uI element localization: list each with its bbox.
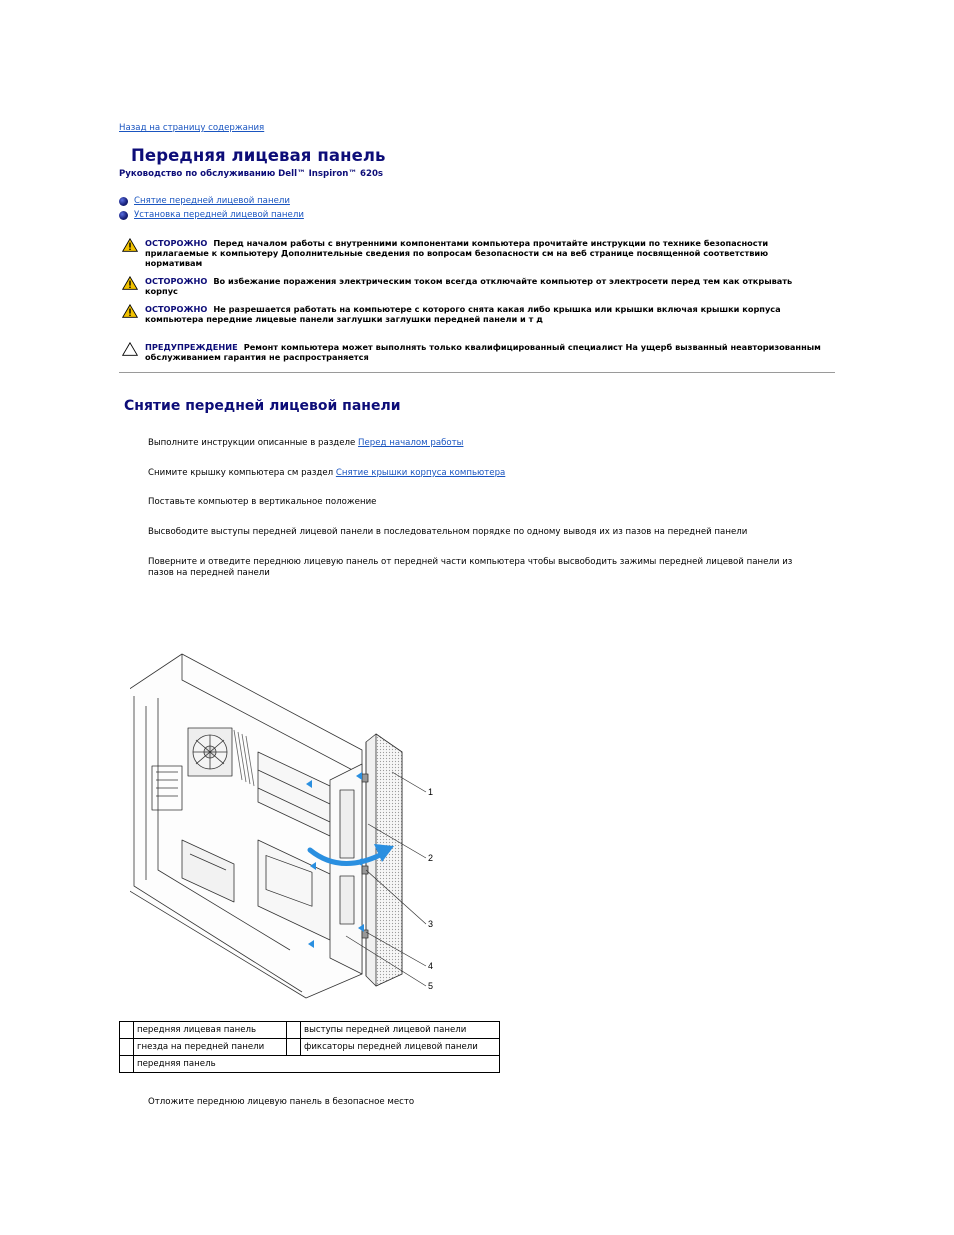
notice-text-block — [145, 238, 822, 268]
notice-text: Не разрешается работать на компьютере с которого снята какая либо крышка или крышки включая крышки корпуса компьютера передние лицевые панели заглушки заглушки передней панели и т д — [145, 304, 781, 324]
notice-keyword: ОСТОРОЖНО — [145, 238, 208, 248]
notice-keyword: ОСТОРОЖНО — [145, 276, 208, 286]
bullet-icon — [119, 197, 128, 206]
back-to-contents-link[interactable]: Назад на страницу содержания — [119, 123, 265, 133]
legend-number — [120, 1022, 134, 1039]
bezel-removal-illustration — [130, 640, 450, 1000]
callout-2: 2 — [428, 853, 434, 863]
legend-number — [287, 1022, 301, 1039]
toc-item — [119, 194, 304, 208]
caution-warning-icon — [122, 238, 138, 252]
step-text: Поверните и отведите переднюю лицевую панель от передней части компьютера чтобы высвободить зажимы передней лицевой панели из пазов на передней панели — [148, 557, 793, 578]
step-text: Снимите крышку компьютера см раздел — [148, 468, 336, 478]
table-row — [120, 1039, 500, 1056]
caution-notice — [122, 304, 822, 324]
notice-text-block — [145, 304, 822, 324]
table-row — [120, 1022, 500, 1039]
legend-number — [120, 1056, 134, 1073]
step-1 — [148, 438, 828, 449]
step-6 — [148, 1097, 828, 1108]
before-you-begin-link[interactable]: Перед началом работы — [358, 438, 464, 448]
notice-text-block — [145, 342, 822, 362]
notice-text: Перед началом работы с внутренними компонентами компьютера прочитайте инструкции по технике безопасности прилагаемые к компьютеру Дополнительные сведения по вопросам безопасности см на веб странице посвященной соответствию нормативам — [145, 238, 769, 268]
step-4 — [148, 527, 828, 538]
toc-link-replacing-bezel[interactable]: Установка передней лицевой панели — [134, 210, 304, 220]
notice-triangle-icon — [122, 342, 138, 356]
legend-label: гнезда на передней панели — [134, 1039, 287, 1056]
section-title: Снятие передней лицевой панели — [124, 398, 401, 414]
legend-label: передняя панель — [134, 1056, 500, 1073]
notice-text-block — [145, 276, 822, 296]
toc-item — [119, 208, 304, 222]
legend-label: выступы передней лицевой панели — [301, 1022, 500, 1039]
table-row — [120, 1056, 500, 1073]
page-title: Передняя лицевая панель — [131, 146, 386, 165]
step-text: Отложите переднюю лицевую панель в безопасное место — [148, 1097, 415, 1107]
callout-1: 1 — [428, 787, 434, 797]
legend-label: передняя лицевая панель — [134, 1022, 287, 1039]
caution-warning-icon — [122, 304, 138, 318]
callout-legend-table — [119, 1021, 500, 1073]
section-divider — [119, 372, 835, 373]
legend-number — [287, 1039, 301, 1056]
notice-text: Во избежание поражения электрическим током всегда отключайте компьютер от электросети перед тем как открывать корпус — [145, 276, 793, 296]
step-3 — [148, 497, 828, 508]
caution-notice — [122, 238, 822, 268]
toc-list — [119, 194, 304, 222]
toc-link-removing-bezel[interactable]: Снятие передней лицевой панели — [134, 196, 290, 206]
callout-5: 5 — [428, 981, 434, 991]
notice-keyword: ОСТОРОЖНО — [145, 304, 208, 314]
legend-number — [120, 1039, 134, 1056]
caution-warning-icon — [122, 276, 138, 290]
notice-text: Ремонт компьютера может выполнять только квалифицированный специалист На ущерб вызванный неавторизованным обслуживанием гарантия не распространяется — [145, 342, 821, 362]
step-5 — [148, 557, 818, 579]
notice-keyword: ПРЕДУПРЕЖДЕНИЕ — [145, 342, 238, 352]
step-2 — [148, 468, 828, 479]
callout-4: 4 — [428, 961, 434, 971]
notice-warning — [122, 342, 822, 362]
callout-3: 3 — [428, 919, 434, 929]
removing-cover-link[interactable]: Снятие крышки корпуса компьютера — [335, 468, 506, 478]
step-text: Поставьте компьютер в вертикальное положение — [148, 497, 377, 507]
caution-notice — [122, 276, 822, 296]
page-subtitle: Руководство по обслуживанию Dell™ Inspiron™ 620s — [119, 169, 384, 179]
step-text: Высвободите выступы передней лицевой панели в последовательном порядке по одному выводя их из пазов на передней панели — [148, 527, 748, 537]
bullet-icon — [119, 211, 128, 220]
legend-label: фиксаторы передней лицевой панели — [301, 1039, 500, 1056]
step-text: Выполните инструкции описанные в разделе — [148, 438, 359, 448]
